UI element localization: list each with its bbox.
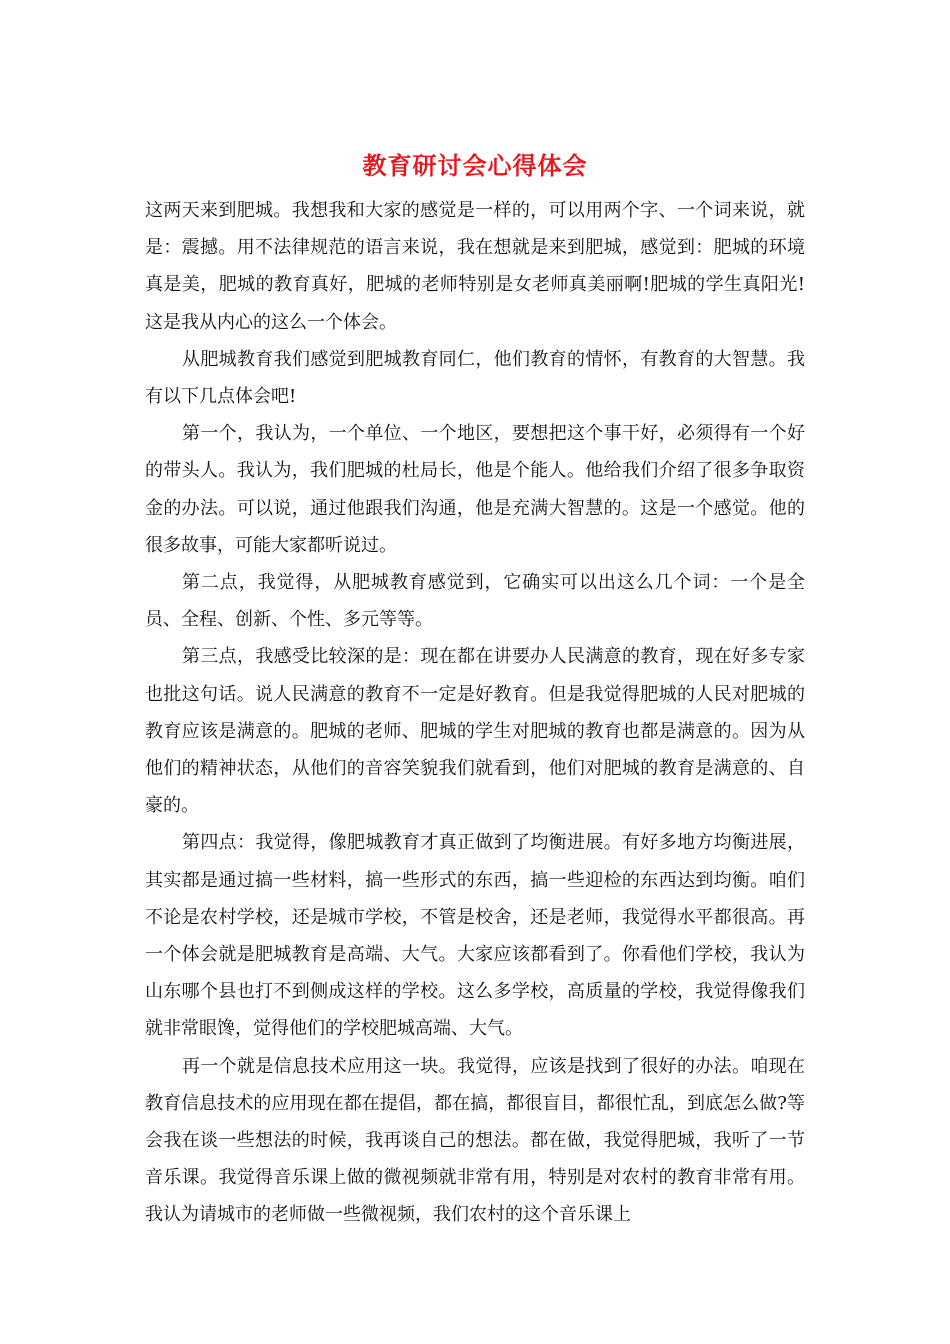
document-body	[145, 192, 805, 1234]
document-title: 教育研讨会心得体会	[362, 151, 588, 180]
paragraph-2: 从肥城教育我们感觉到肥城教育同仁，他们教育的情怀，有教育的大智慧。我有以下几点体会吧!	[145, 348, 805, 408]
paragraph-7: 再一个就是信息技术应用这一块。我觉得，应该是找到了很好的办法。咱现在教育信息技术的应用现在都在提倡，都在搞，都很盲目，都很忙乱，到底怎么做?等会我在谈一些想法的时候，我再谈自己的想法。都在做，我觉得肥城，我听了一节音乐课。我觉得音乐课上做的微视频就非常有用，特别是对农村的教育非常有用。我认为请城市的老师做一些微视频，我们农村的这个音乐课上	[145, 1055, 805, 1226]
paragraph-1: 这两天来到肥城。我想我和大家的感觉是一样的，可以用两个字、一个词来说，就是：震撼。用不法律规范的语言来说，我在想就是来到肥城，感觉到：肥城的环境真是美，肥城的教育真好，肥城的老师特别是女老师真美丽啊!肥城的学生真阳光!这是我从内心的这么一个体会。	[145, 200, 805, 333]
paragraph-4: 第二点，我觉得，从肥城教育感觉到，它确实可以出这么几个词：一个是全员、全程、创新、个性、多元等等。	[145, 572, 805, 631]
paragraph-5: 第三点，我感受比较深的是：现在都在讲要办人民满意的教育，现在好多专家也批这句话。说人民满意的教育不一定是好教育。但是我觉得肥城的人民对肥城的教育应该是满意的。肥城的老师、肥城的学生对肥城的教育也都是满意的。因为从他们的精神状态，从他们的音容笑貌我们就看到，他们对肥城的教育是满意的、自豪的。	[145, 646, 805, 817]
paragraph-3: 第一个，我认为，一个单位、一个地区，要想把这个事干好，必须得有一个好的带头人。我认为，我们肥城的杜局长，他是个能人。他给我们介绍了很多争取资金的办法。可以说，通过他跟我们沟通，他是充满大智慧的。这是一个感觉。他的很多故事，可能大家都听说过。	[145, 423, 805, 556]
paragraph-6: 第四点：我觉得，像肥城教育才真正做到了均衡进展。有好多地方均衡进展，其实都是通过搞一些材料，搞一些形式的东西，搞一些迎检的东西达到均衡。咱们不论是农村学校，还是城市学校，不管是校舍，还是老师，我觉得水平都很高。再一个体会就是肥城教育是高端、大气。大家应该都看到了。你看他们学校，我认为山东哪个县也打不到侧成这样的学校。这么多学校，高质量的学校，我觉得像我们就非常眼馋，觉得他们的学校肥城高端、大气。	[145, 832, 805, 1040]
